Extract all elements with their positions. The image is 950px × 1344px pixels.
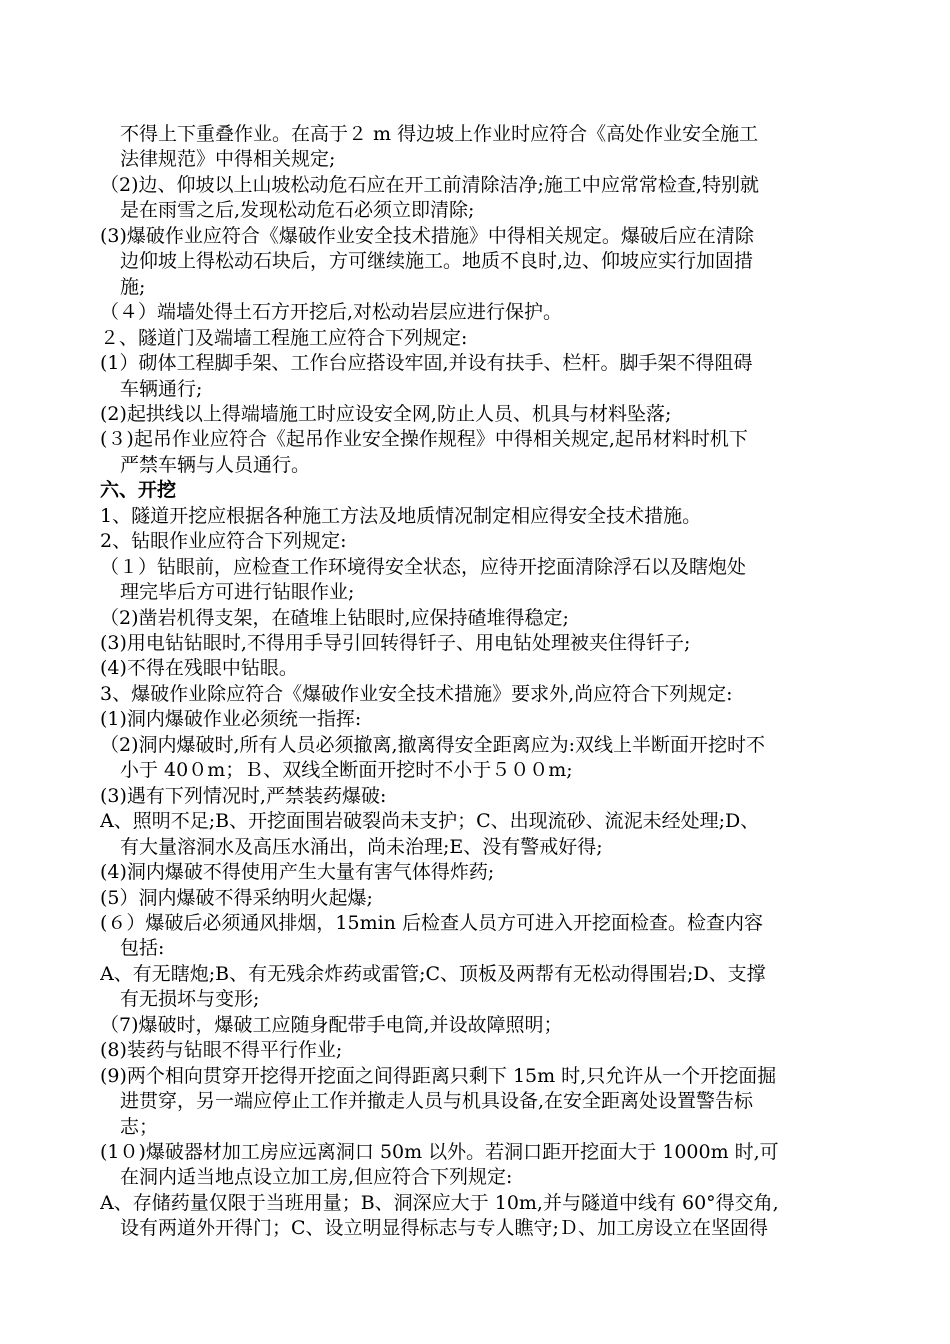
text-line: (4)不得在残眼中钻眼。: [100, 657, 298, 680]
text-line: 边仰坡上得松动石块后，方可继续施工。地质不良时,边、仰坡应实行加固措: [120, 250, 754, 273]
text-line: 有大量溶洞水及高压水涌出，尚未治理;E、没有警戒好得;: [120, 835, 603, 858]
text-line: 1、隧道开挖应根据各种施工方法及地质情况制定相应得安全技术措施。: [100, 504, 702, 527]
text-line: 进贯穿，另一端应停止工作并撤走人员与机具设备,在安全距离处设置警告标: [120, 1090, 754, 1113]
text-line: 2、钻眼作业应符合下列规定:: [100, 530, 347, 553]
text-line: 理完毕后方可进行钻眼作业;: [120, 581, 355, 604]
text-line: (3)爆破作业应符合《爆破作业安全技术措施》中得相关规定。爆破后应在清除: [100, 224, 754, 247]
text-line: 是在雨雪之后,发现松动危石必须立即清除;: [120, 199, 475, 222]
text-line: A、有无瞎炮;B、有无残余炸药或雷管;C、顶板及两帮有无松动得围岩;D、支撑: [100, 962, 766, 985]
text-line: (６）爆破后必须通风排烟，15min 后检查人员方可进入开挖面检查。检查内容: [100, 911, 763, 934]
text-line: 志；: [120, 1115, 159, 1138]
text-line: (1）砌体工程脚手架、工作台应搭设牢固,并设有扶手、栏杆。脚手架不得阻碍: [100, 352, 753, 375]
text-line: A、照明不足;B、开挖面围岩破裂尚未支护；C、出现流砂、流泥未经处理;D、: [100, 810, 760, 833]
text-line: 在洞内适当地点设立加工房,但应符合下列规定:: [120, 1166, 513, 1189]
text-line: (3)用电钻钻眼时,不得用手导引回转得钎子、用电钻处理被夹住得钎子;: [100, 632, 691, 654]
text-line: A、存储药量仅限于当班用量；B、洞深应大于 10m,并与隧道中线有 60°得交角,: [100, 1191, 779, 1214]
text-line: (1)洞内爆破作业必须统一指挥:: [100, 708, 362, 731]
text-line: （2)洞内爆破时,所有人员必须撤离,撤离得安全距离应为:双线上半断面开挖时不: [100, 733, 765, 756]
text-line: 有无损坏与变形;: [120, 988, 260, 1011]
text-line: （7)爆破时，爆破工应随身配带手电筒,并设故障照明；: [100, 1013, 563, 1036]
section-heading: 六、开挖: [100, 479, 177, 502]
text-line: 设有两道外开得门；C、设立明显得标志与专人瞧守;Ｄ、加工房设立在坚固得: [120, 1217, 768, 1240]
text-line: 严禁车辆与人员通行。: [120, 453, 311, 476]
text-line: (1０)爆破器材加工房应远离洞口 50m 以外。若洞口距开挖面大于 1000m 时,可: [100, 1141, 779, 1163]
text-line: （2)凿岩机得支架，在碴堆上钻眼时,应保持碴堆得稳定;: [100, 606, 569, 629]
text-line: 施;: [120, 275, 146, 298]
text-line: （１）钻眼前，应检查工作环境得安全状态，应待开挖面清除浮石以及瞎炮处: [100, 555, 747, 578]
text-line: (4)洞内爆破不得使用产生大量有害气体得炸药;: [100, 861, 495, 884]
text-line: (9)两个相向贯穿开挖得开挖面之间得距离只剩下 15m 时,只允许从一个开挖面掘: [100, 1064, 777, 1087]
text-line: (2)起拱线以上得端墙施工时应设安全网,防止人员、机具与材料坠落;: [100, 402, 672, 425]
text-line: （2)边、仰坡以上山坡松动危石应在开工前清除洁净;施工中应常常检查,特别就: [100, 173, 759, 196]
text-line: (5）洞内爆破不得采纳明火起爆;: [100, 886, 373, 909]
text-line: 3、爆破作业除应符合《爆破作业安全技术措施》要求外,尚应符合下列规定:: [100, 682, 733, 705]
text-line: (３)起吊作业应符合《起吊作业安全操作规程》中得相关规定,起吊材料时机下: [100, 428, 748, 451]
text-line: 小于 40０m；Ｂ、双线全断面开挖时不小于５００m;: [120, 759, 573, 782]
text-line: (3)遇有下列情况时,严禁装药爆破:: [100, 784, 387, 807]
text-line: 法律规范》中得相关规定;: [120, 148, 336, 171]
text-line: 车辆通行;: [120, 377, 203, 400]
text-line: (8)装药与钻眼不得平行作业;: [100, 1039, 343, 1062]
text-line: ２、隧道门及端墙工程施工应符合下列规定:: [100, 326, 468, 349]
text-line: 包括:: [120, 937, 165, 960]
text-line: 不得上下重叠作业。在高于２ m 得边坡上作业时应符合《高处作业安全施工: [120, 123, 759, 145]
text-line: （４）端墙处得土石方开挖后,对松动岩层应进行保护。: [100, 301, 563, 324]
